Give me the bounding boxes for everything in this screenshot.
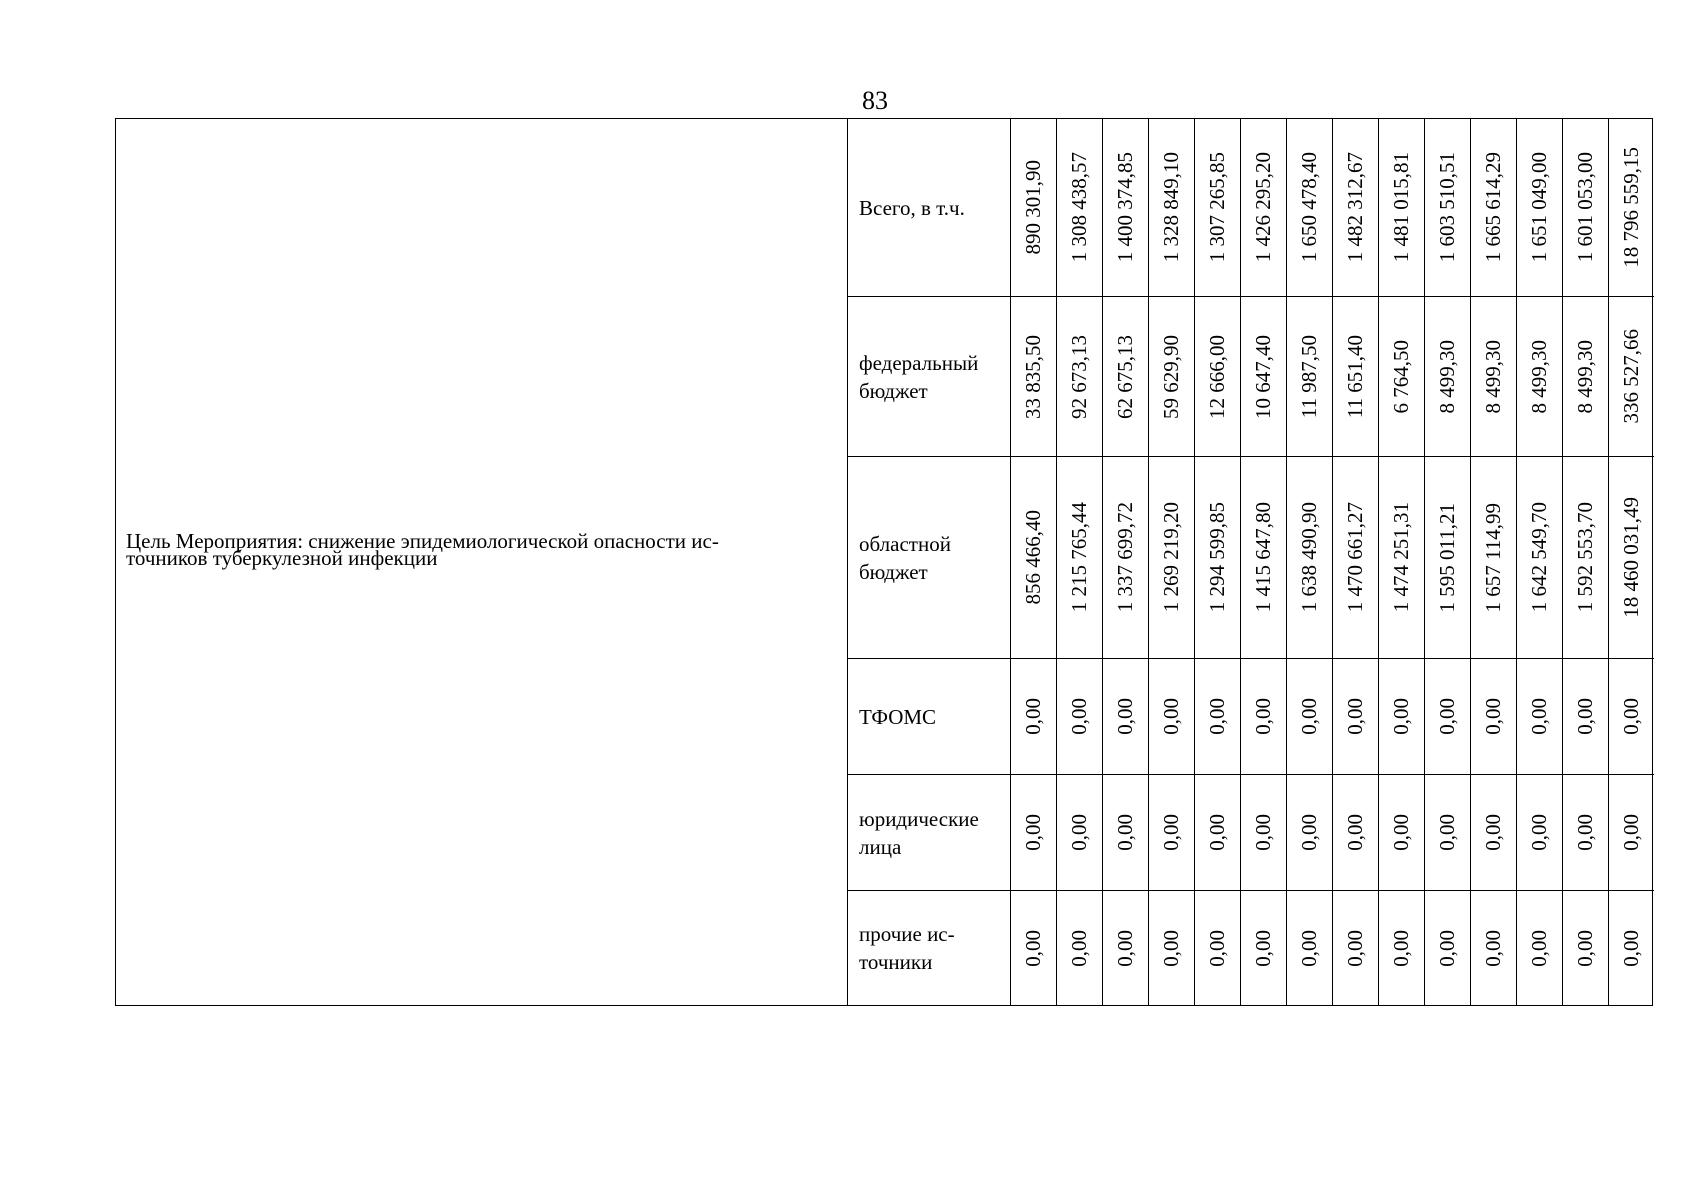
value-text: 0,00	[1573, 929, 1597, 967]
row-label	[847, 456, 1010, 658]
value-text: 0,00	[1067, 814, 1091, 851]
value-cell	[1010, 456, 1056, 658]
goal-line: Цель Мероприятия: снижение эпидемиологической опасности ис-	[126, 529, 719, 553]
value-cell	[1562, 890, 1608, 1005]
value-cell	[1516, 658, 1562, 774]
value-cell	[1424, 296, 1470, 456]
value-cell	[1608, 658, 1654, 774]
value-cell	[1286, 890, 1332, 1005]
value-text: 0,00	[1067, 929, 1091, 967]
row-label-text	[859, 530, 951, 586]
value-cell	[1148, 456, 1194, 658]
value-cell	[1470, 658, 1516, 774]
value-cell	[1516, 456, 1562, 658]
value-cell	[1332, 890, 1378, 1005]
value-cell	[1056, 658, 1102, 774]
row-label	[847, 296, 1010, 456]
value-cell	[1102, 456, 1148, 658]
value-cell	[1010, 296, 1056, 456]
value-text: 92 673,13	[1067, 334, 1091, 419]
value-text: 0,00	[1067, 698, 1091, 735]
value-cell	[1148, 296, 1194, 456]
value-cell	[1102, 774, 1148, 890]
value-text: 0,00	[1205, 698, 1229, 735]
row-label-line: Всего, в т.ч.	[859, 195, 965, 220]
value-text: 0,00	[1297, 698, 1321, 735]
value-cell	[1562, 119, 1608, 296]
value-text: 1 482 312,67	[1343, 152, 1367, 263]
value-cell	[1332, 774, 1378, 890]
value-text: 8 499,30	[1481, 339, 1505, 414]
value-cell	[1378, 456, 1424, 658]
value-text: 1 308 438,57	[1067, 152, 1091, 263]
value-cell	[1332, 456, 1378, 658]
value-text: 0,00	[1343, 698, 1367, 735]
value-cell	[1240, 296, 1286, 456]
value-cell	[1424, 890, 1470, 1005]
value-cell	[1516, 890, 1562, 1005]
value-text: 0,00	[1389, 929, 1413, 967]
value-text: 8 499,30	[1573, 339, 1597, 414]
value-cell	[1608, 119, 1654, 296]
value-cell	[1516, 296, 1562, 456]
value-text: 6 764,50	[1389, 339, 1413, 414]
value-cell	[1286, 296, 1332, 456]
value-cell	[1240, 119, 1286, 296]
value-cell	[1240, 890, 1286, 1005]
value-text: 0,00	[1159, 814, 1183, 851]
value-text: 890 301,90	[1021, 160, 1045, 255]
value-cell	[1378, 890, 1424, 1005]
value-text: 0,00	[1435, 698, 1459, 735]
row-label-line: юридические	[859, 806, 979, 831]
value-text: 12 666,00	[1205, 334, 1229, 419]
value-text: 1 426 295,20	[1251, 152, 1275, 263]
value-text: 1 657 114,99	[1481, 502, 1505, 613]
value-text: 0,00	[1205, 929, 1229, 967]
value-text: 18 460 031,49	[1619, 497, 1643, 618]
value-cell	[1056, 890, 1102, 1005]
value-text: 0,00	[1343, 814, 1367, 851]
value-text: 0,00	[1619, 929, 1643, 967]
value-cell	[1102, 890, 1148, 1005]
value-cell	[1010, 890, 1056, 1005]
value-cell	[1194, 658, 1240, 774]
value-cell	[1056, 119, 1102, 296]
value-cell	[1240, 456, 1286, 658]
value-cell	[1424, 456, 1470, 658]
row-label-text	[859, 703, 936, 731]
row-label-line: бюджет	[859, 559, 928, 584]
value-cell	[1332, 119, 1378, 296]
value-text: 1 474 251,31	[1389, 502, 1413, 613]
value-cell	[1378, 774, 1424, 890]
value-text: 0,00	[1573, 814, 1597, 851]
value-text: 1 651 049,00	[1527, 152, 1551, 263]
goal-line: точников туберкулезной инфекции	[126, 546, 438, 570]
value-text: 1 650 478,40	[1297, 152, 1321, 263]
value-cell	[1194, 296, 1240, 456]
value-text: 0,00	[1619, 698, 1643, 735]
value-text: 18 796 559,15	[1619, 147, 1643, 268]
value-text: 0,00	[1527, 814, 1551, 851]
value-cell	[1470, 456, 1516, 658]
value-text: 1 269 219,20	[1159, 502, 1183, 613]
value-cell	[1286, 658, 1332, 774]
value-cell	[1056, 296, 1102, 456]
funding-table	[115, 118, 1653, 1006]
value-text: 1 415 647,80	[1251, 502, 1275, 613]
value-cell	[1194, 119, 1240, 296]
value-text: 1 603 510,51	[1435, 152, 1459, 263]
value-text: 1 595 011,21	[1435, 502, 1459, 613]
value-cell	[1608, 296, 1654, 456]
value-text: 1 642 549,70	[1527, 502, 1551, 613]
value-text: 1 215 765,44	[1067, 502, 1091, 613]
row-label	[847, 774, 1010, 890]
row-label-text	[859, 349, 978, 405]
page-number: 83	[862, 86, 888, 115]
value-text: 0,00	[1297, 814, 1321, 851]
value-cell	[1286, 774, 1332, 890]
value-cell	[1516, 119, 1562, 296]
value-text: 0,00	[1343, 929, 1367, 967]
value-cell	[1286, 456, 1332, 658]
value-text: 1 481 015,81	[1389, 152, 1413, 263]
value-text: 0,00	[1389, 698, 1413, 735]
value-text: 1 601 053,00	[1573, 152, 1597, 263]
value-cell	[1194, 456, 1240, 658]
row-label-text	[859, 194, 965, 222]
value-text: 336 527,66	[1619, 329, 1643, 424]
value-cell	[1470, 296, 1516, 456]
value-text: 1 470 661,27	[1343, 502, 1367, 613]
row-label	[847, 658, 1010, 774]
value-text: 10 647,40	[1251, 334, 1275, 419]
value-cell	[1470, 890, 1516, 1005]
value-cell	[1148, 119, 1194, 296]
value-text: 0,00	[1435, 929, 1459, 967]
value-cell	[1010, 658, 1056, 774]
value-cell	[1194, 890, 1240, 1005]
value-cell	[1332, 658, 1378, 774]
row-label-text	[859, 805, 979, 861]
value-text: 0,00	[1481, 929, 1505, 967]
value-text: 8 499,30	[1527, 339, 1551, 414]
value-text: 1 665 614,29	[1481, 152, 1505, 263]
value-cell	[1056, 456, 1102, 658]
value-text: 0,00	[1619, 814, 1643, 851]
value-cell	[1608, 890, 1654, 1005]
value-text: 0,00	[1159, 698, 1183, 735]
row-label-line: прочие ис-	[859, 922, 955, 946]
value-text: 0,00	[1389, 814, 1413, 851]
value-text: 0,00	[1481, 814, 1505, 851]
goal-cell	[116, 119, 847, 1005]
value-text: 0,00	[1205, 814, 1229, 851]
value-text: 0,00	[1297, 929, 1321, 967]
value-text: 0,00	[1159, 929, 1183, 967]
row-label-line: бюджет	[859, 378, 928, 403]
value-text: 0,00	[1021, 814, 1045, 851]
value-text: 0,00	[1251, 929, 1275, 967]
value-cell	[1516, 774, 1562, 890]
value-cell	[1608, 774, 1654, 890]
value-cell	[1470, 774, 1516, 890]
value-text: 856 466,40	[1021, 510, 1045, 605]
value-text: 0,00	[1573, 698, 1597, 735]
value-text: 11 987,50	[1297, 334, 1321, 419]
value-cell	[1562, 296, 1608, 456]
value-text: 1 337 699,72	[1113, 502, 1137, 613]
value-cell	[1102, 296, 1148, 456]
row-label-line: областной	[859, 531, 951, 556]
value-text: 0,00	[1435, 814, 1459, 851]
row-label-line: ТФОМС	[859, 704, 937, 729]
value-cell	[1148, 658, 1194, 774]
value-cell	[1470, 119, 1516, 296]
value-cell	[1010, 774, 1056, 890]
value-cell	[1332, 296, 1378, 456]
value-text: 0,00	[1527, 929, 1551, 967]
value-text: 62 675,13	[1113, 334, 1137, 419]
value-cell	[1378, 658, 1424, 774]
value-text: 59 629,90	[1159, 334, 1183, 419]
value-cell	[1240, 658, 1286, 774]
value-cell	[1424, 774, 1470, 890]
value-text: 1 592 553,70	[1573, 502, 1597, 613]
value-cell	[1102, 119, 1148, 296]
value-text: 0,00	[1021, 929, 1045, 967]
value-text: 0,00	[1481, 698, 1505, 735]
value-cell	[1148, 774, 1194, 890]
value-cell	[1424, 119, 1470, 296]
goal-text	[126, 529, 719, 573]
value-text: 8 499,30	[1435, 339, 1459, 414]
value-text: 0,00	[1527, 698, 1551, 735]
value-cell	[1562, 774, 1608, 890]
row-label-line: лица	[859, 834, 902, 859]
value-cell	[1194, 774, 1240, 890]
value-text: 1 400 374,85	[1113, 152, 1137, 263]
value-cell	[1378, 296, 1424, 456]
value-text: 0,00	[1251, 698, 1275, 735]
row-label	[847, 890, 1010, 1005]
row-label	[847, 119, 1010, 296]
value-text: 0,00	[1113, 929, 1137, 967]
value-text: 1 328 849,10	[1159, 152, 1183, 263]
value-cell	[1286, 119, 1332, 296]
row-label-line: федеральный	[859, 350, 979, 375]
value-cell	[1056, 774, 1102, 890]
value-cell	[1608, 456, 1654, 658]
value-cell	[1378, 119, 1424, 296]
value-text: 11 651,40	[1343, 334, 1367, 419]
value-cell	[1148, 890, 1194, 1005]
value-text: 1 294 599,85	[1205, 502, 1229, 613]
row-label-line: точники	[859, 950, 933, 974]
value-cell	[1010, 119, 1056, 296]
value-text: 1 307 265,85	[1205, 152, 1229, 263]
value-text: 0,00	[1113, 698, 1137, 735]
value-text: 0,00	[1251, 814, 1275, 851]
value-cell	[1562, 658, 1608, 774]
value-cell	[1240, 774, 1286, 890]
row-label-text	[859, 920, 955, 976]
value-text: 0,00	[1021, 698, 1045, 735]
value-cell	[1424, 658, 1470, 774]
value-cell	[1102, 658, 1148, 774]
value-cell	[1562, 456, 1608, 658]
value-text: 1 638 490,90	[1297, 502, 1321, 613]
value-text: 33 835,50	[1021, 334, 1045, 419]
value-text: 0,00	[1113, 814, 1137, 851]
